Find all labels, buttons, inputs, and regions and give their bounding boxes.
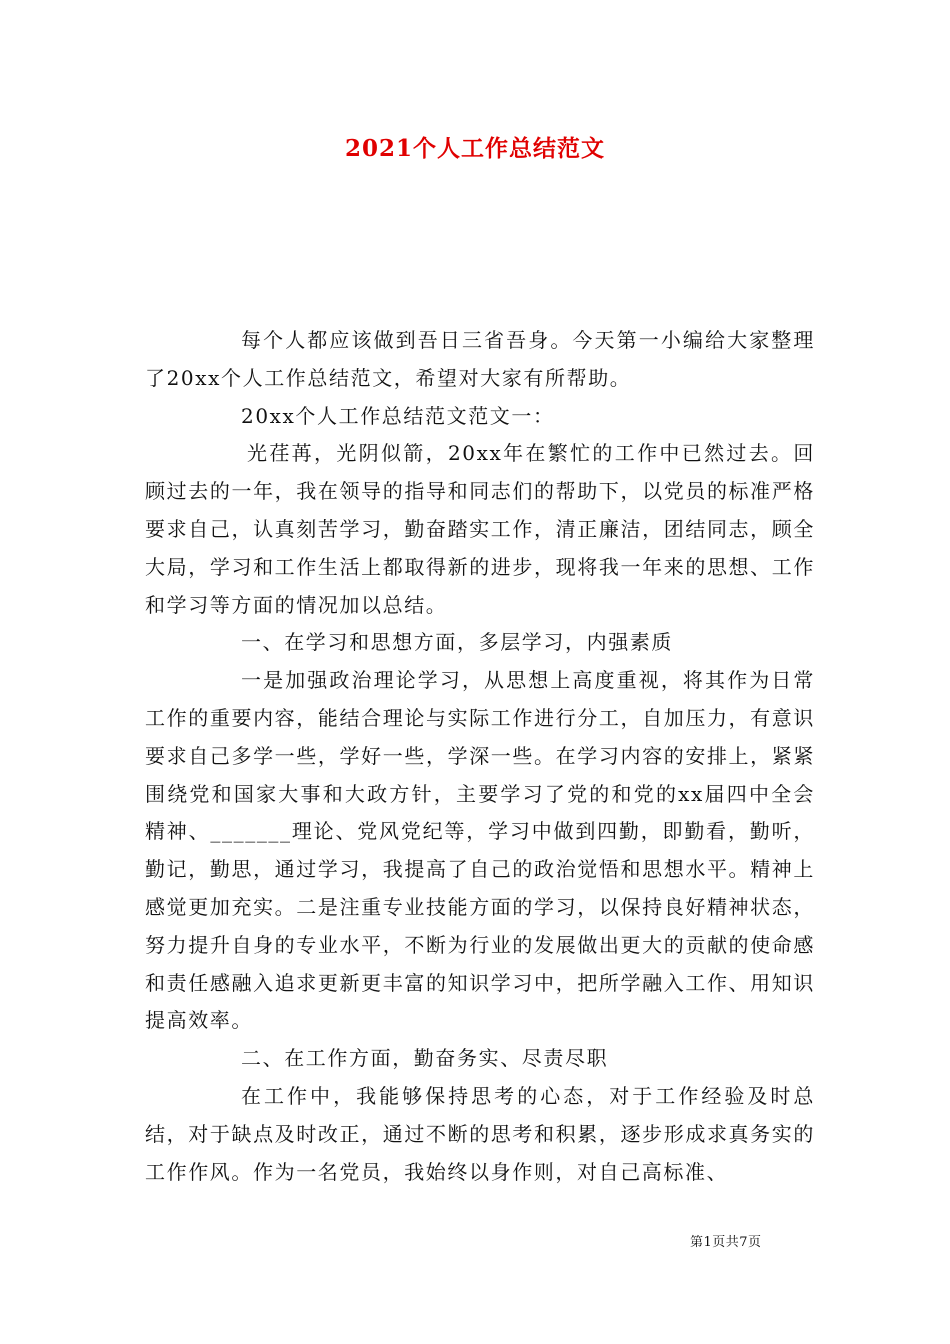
section-heading-sample-one: 20xx个人工作总结范文范文一： xyxy=(241,403,555,428)
page-number-footer: 第1页共7页 xyxy=(690,1235,762,1250)
document-body xyxy=(145,322,815,1191)
intro-paragraph: 每个人都应该做到吾日三省吾身。今天第一小编给大家整理了20xx个人工作总结范文，希望对大家有所帮助。 xyxy=(145,328,815,390)
overview-paragraph: 光荏苒，光阴似箭，20xx年在繁忙的工作中已然过去。回顾过去的一年，我在领导的指导和同志们的帮助下，以党员的标准严格要求自己，认真刻苦学习，勤奋踏实工作，清正廉洁，团结同志，顾全大局，学习和工作生活上都取得新的进步，现将我一年来的思想、工作和学习等方面的情况加以总结。 xyxy=(145,441,815,617)
document-title: 2021个人工作总结范文 xyxy=(344,135,605,162)
section-heading-work: 二、在工作方面，勤奋务实、尽责尽职 xyxy=(241,1046,609,1071)
work-paragraph: 在工作中，我能够保持思考的心态，对于工作经验及时总结，对于缺点及时改正，通过不断的思考和积累，逐步形成求真务实的工作作风。作为一名党员，我始终以身作则，对自己高标准、 xyxy=(145,1083,815,1184)
study-paragraph: 一是加强政治理论学习，从思想上高度重视，将其作为日常工作的重要内容，能结合理论与实际工作进行分工，自加压力，有意识要求自己多学一些，学好一些，学深一些。在学习内容的安排上，紧紧围绕党和国家大事和大政方针，主要学习了党的和党的xx届四中全会精神、_______理论、党风党纪等，学习中做到四勤，即勤看，勤听，勤记，勤思，通过学习，我提高了自己的政治觉悟和思想水平。精神上感觉更加充实。二是注重专业技能方面的学习，以保持良好精神状态，努力提升自身的专业水平，不断为行业的发展做出更大的贡献的使命感和责任感融入追求更新更丰富的知识学习中，把所学融入工作、用知识提高效率。 xyxy=(145,668,815,1033)
section-heading-study: 一、在学习和思想方面，多层学习，内强素质 xyxy=(241,630,673,655)
